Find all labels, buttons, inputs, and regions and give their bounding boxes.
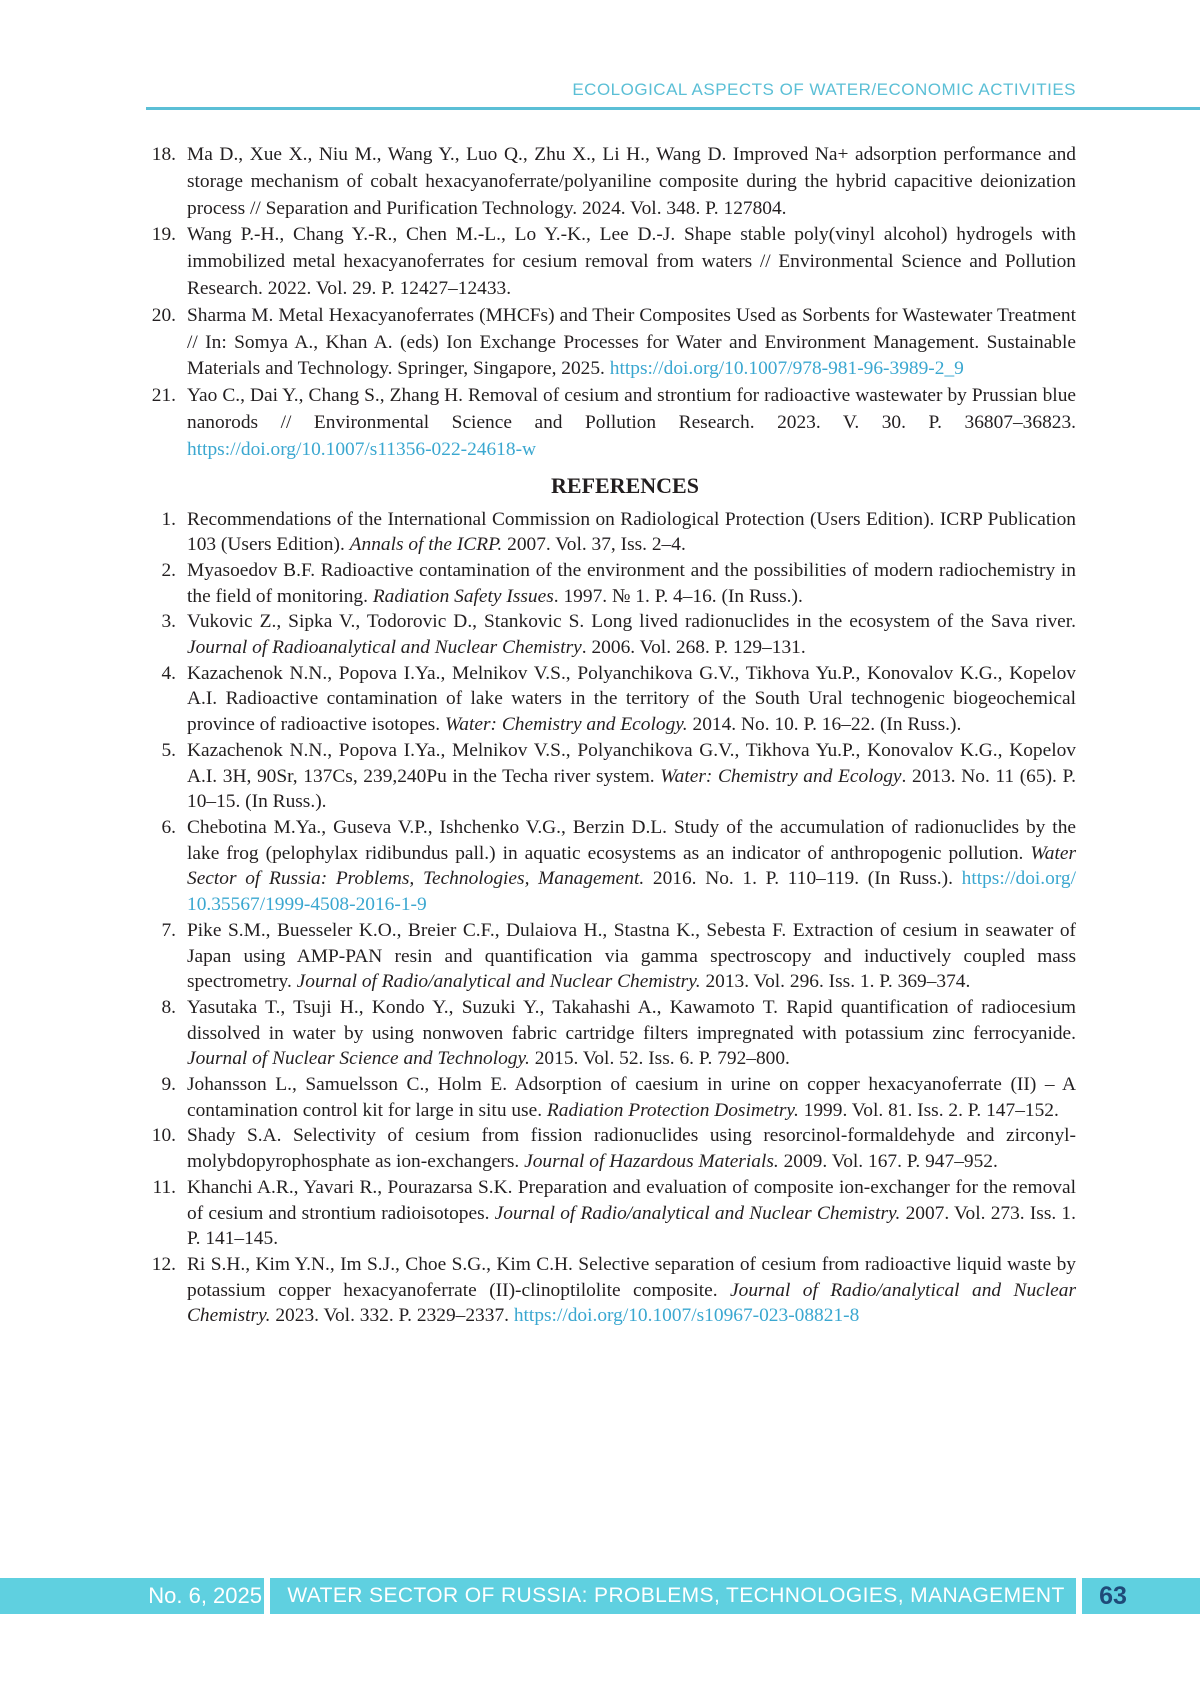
doi-link[interactable]: https://doi.org/10.1007/978-981-96-3989-2_9	[609, 358, 964, 380]
reference-item	[146, 995, 1076, 1072]
reference-text: Myasoedov B.F. Radioactive contamination of the environment and the possibilities of modern radiochemistry in the field of monitoring.	[187, 559, 1076, 607]
reference-number: 20.	[151, 304, 176, 326]
reference-item	[146, 661, 1076, 738]
reference-item	[146, 1175, 1076, 1252]
journal-title: Journal of Radio/analytical and Nuclear Chemistry.	[187, 1279, 1076, 1327]
footer-journal-title: WATER SECTOR OF RUSSIA: PROBLEMS, TECHNOLOGIES, MANAGEMENT	[287, 1584, 1065, 1607]
reference-number: 10.	[151, 1125, 176, 1147]
journal-title: Water Sector of Russia: Problems, Technologies, Management.	[187, 842, 1076, 890]
reference-number: 8.	[161, 996, 176, 1018]
journal-title: Journal of Radioanalytical and Nuclear Chemistry	[187, 637, 582, 659]
journal-title: Radiation Protection Dosimetry.	[546, 1099, 799, 1121]
reference-text: Yasutaka T., Tsuji H., Kondo Y., Suzuki Y., Takahashi A., Kawamoto T. Rapid quantification of radiocesium dissolved in water by using nonwoven fabric cartridge filters impregnated with potassium zinc ferrocyanide.	[187, 996, 1076, 1044]
reference-item	[146, 1252, 1076, 1329]
reference-text: Johansson L., Samuelsson C., Holm E. Adsorption of caesium in urine on copper hexacyanoferrate (II) – A contamination control kit for large in situ use.	[187, 1074, 1076, 1121]
reference-text: Shady S.A. Selectivity of cesium from fission radionuclides using resorcinol-formaldehyde and zirconyl-molybdopyrophosphate as ion-exchangers.	[187, 1125, 1076, 1173]
reference-number: 5.	[161, 739, 176, 761]
journal-title: Water: Chemistry and Ecology.	[444, 714, 688, 736]
journal-title: Journal of Hazardous Materials.	[524, 1151, 779, 1173]
page-number: 63	[1099, 1582, 1127, 1610]
reference-item	[146, 1123, 1076, 1174]
journal-title: Journal of Radio/analytical and Nuclear Chemistry.	[494, 1202, 901, 1224]
journal-title: Water: Chemistry and Ecology	[660, 765, 902, 787]
reference-details: . 2013. No. 11 (65). P. 10–15. (In Russ.).	[187, 765, 1076, 813]
journal-title: Journal of Radio/analytical and Nuclear Chemistry.	[296, 971, 701, 993]
footer-divider	[264, 1578, 270, 1614]
reference-number: 7.	[161, 919, 176, 941]
reference-number: 11.	[152, 1176, 176, 1198]
footer-issue: No. 6, 2025	[148, 1583, 262, 1608]
reference-details: 2016. No. 1. P. 110–119. (In Russ.).	[652, 868, 953, 890]
reference-text: Wang P.-H., Chang Y.-R., Chen M.-L., Lo Y.-K., Lee D.-J. Shape stable poly(vinyl alcohol) hydrogels with immobilized metal hexacyanoferrates for cesium removal from waters // Environmental Science and Pollution Research. 2022. Vol. 29. P. 12427–12433.	[187, 224, 1076, 299]
reference-details: 2013. Vol. 296. Iss. 1. P. 369–374.	[705, 971, 971, 993]
reference-number: 18.	[151, 144, 176, 165]
reference-text: Yao C., Dai Y., Chang S., Zhang H. Removal of cesium and strontium for radioactive wastewater by Prussian blue nanorods // Environmental Science and Pollution Research. 2023. V. 30. P. 36807–36823.	[187, 385, 1076, 433]
reference-item	[146, 1072, 1076, 1123]
reference-number: 19.	[151, 224, 176, 246]
reference-details: 2014. No. 10. P. 16–22. (In Russ.).	[692, 714, 962, 736]
reference-item	[146, 507, 1076, 558]
running-title: ECOLOGICAL ASPECTS OF WATER/ECONOMIC ACTIVITIES	[572, 80, 1076, 99]
reference-details: 1999. Vol. 81. Iss. 2. P. 147–152.	[803, 1099, 1059, 1121]
reference-number: 1.	[161, 508, 176, 530]
reference-item	[146, 222, 1076, 302]
reference-text: Recommendations of the International Commission on Radiological Protection (Users Edition). ICRP Publication 103 (Users Edition).	[187, 508, 1076, 556]
reference-item	[146, 738, 1076, 815]
footer-bar	[0, 1578, 1200, 1614]
doi-link[interactable]: https://doi.org/10.1007/s11356-022-24618-w	[187, 438, 537, 460]
reference-text: Pike S.M., Buesseler K.O., Breier C.F., Dulaiova H., Stastna K., Sebesta F. Extraction of cesium in seawater of Japan using AMP-PAN resin and quantification via gamma spectroscopy and inductively coupled mass spectrometry.	[187, 919, 1076, 993]
reference-text: Ri S.H., Kim Y.N., Im S.J., Choe S.G., Kim C.H. Selective separation of cesium from radioactive liquid waste by potassium copper hexacyanoferrate (II)-clinoptilolite composite.	[187, 1253, 1076, 1301]
reference-item	[146, 303, 1076, 383]
reference-text: Chebotina M.Ya., Guseva V.P., Ishchenko V.G., Berzin D.L. Study of the accumulation of radionuclides by the lake frog (pelophylax ridibundus pall.) in aquatic ecosystems as an indicator of anthropogenic pollution.	[187, 817, 1076, 864]
reference-item	[146, 383, 1076, 463]
references-list-continued	[146, 142, 1076, 464]
doi-link[interactable]: https://doi.org/ 10.35567/1999-4508-2016-1-9	[187, 868, 1077, 916]
reference-item	[146, 609, 1076, 660]
header-rule	[146, 107, 1200, 110]
section-title: REFERENCES	[551, 472, 699, 498]
reference-details: 2007. Vol. 37, Iss. 2–4.	[507, 534, 686, 556]
reference-details: . 2006. Vol. 268. P. 129–131.	[581, 637, 806, 659]
reference-details: 2015. Vol. 52. Iss. 6. P. 792–800.	[534, 1048, 790, 1070]
reference-details: 2023. Vol. 332. P. 2329–2337.	[275, 1305, 509, 1327]
reference-number: 2.	[161, 559, 176, 581]
reference-details: . 1997. № 1. P. 4–16. (In Russ.).	[553, 585, 803, 607]
reference-details: 2007. Vol. 273. Iss. 1. P. 141–145.	[187, 1202, 1076, 1250]
reference-details: 2009. Vol. 167. P. 947–952.	[783, 1151, 998, 1173]
doi-link[interactable]: https://doi.org/10.1007/s10967-023-08821-8	[513, 1305, 860, 1327]
reference-item	[146, 142, 1076, 222]
reference-text: Kazachenok N.N., Popova I.Ya., Melnikov V.S., Polyanchikova G.V., Tikhova Yu.P., Konovalov K.G., Kopelov A.I. 3H, 90Sr, 137Cs, 239,240Pu in the Techa river system.	[187, 739, 1076, 787]
reference-item	[146, 918, 1076, 995]
references-list	[146, 507, 1076, 1330]
journal-title: Journal of Nuclear Science and Technology.	[187, 1048, 530, 1070]
reference-text: Ma D., Xue X., Niu M., Wang Y., Luo Q., Zhu X., Li H., Wang D. Improved Na+ adsorption performance and storage mechanism of cobalt hexacyanoferrate/polyaniline composite during the hybrid capacitive deionization process // Separation and Purification Technology. 2024. Vol. 348. P. 127804.	[187, 144, 1076, 219]
reference-item	[146, 558, 1076, 609]
reference-text: Sharma M. Metal Hexacyanoferrates (MHCFs) and Their Composites Used as Sorbents for Wastewater Treatment // In: Somya A., Khan A. (eds) Ion Exchange Processes for Water and Environment Management. Sustainable Materials and Technology. Springer, Singapore, 2025.	[187, 304, 1076, 380]
reference-text: Khanchi A.R., Yavari R., Pourazarsa S.K. Preparation and evaluation of composite ion-exchanger for the removal of cesium and strontium radioisotopes.	[187, 1176, 1076, 1224]
reference-number: 3.	[161, 611, 176, 633]
reference-number: 4.	[161, 662, 176, 684]
reference-number: 21.	[151, 385, 176, 407]
page-content	[146, 142, 1076, 1329]
reference-number: 12.	[151, 1253, 176, 1275]
reference-text: Kazachenok N.N., Popova I.Ya., Melnikov V.S., Polyanchikova G.V., Tikhova Yu.P., Konovalov K.G., Kopelov A.I. Radioactive contamination of lake waters in the territory of the South Ural technogenic biogeochemical province of radioactive isotopes.	[187, 662, 1076, 736]
journal-title: Radiation Safety Issues	[372, 585, 554, 607]
reference-number: 6.	[161, 817, 176, 838]
reference-text: Vukovic Z., Sipka V., Todorovic D., Stankovic S. Long lived radionuclides in the ecosystem of the Sava river.	[187, 611, 1076, 633]
journal-title: Annals of the ICRP.	[349, 534, 503, 556]
reference-number: 9.	[161, 1074, 176, 1096]
reference-item	[146, 815, 1076, 918]
